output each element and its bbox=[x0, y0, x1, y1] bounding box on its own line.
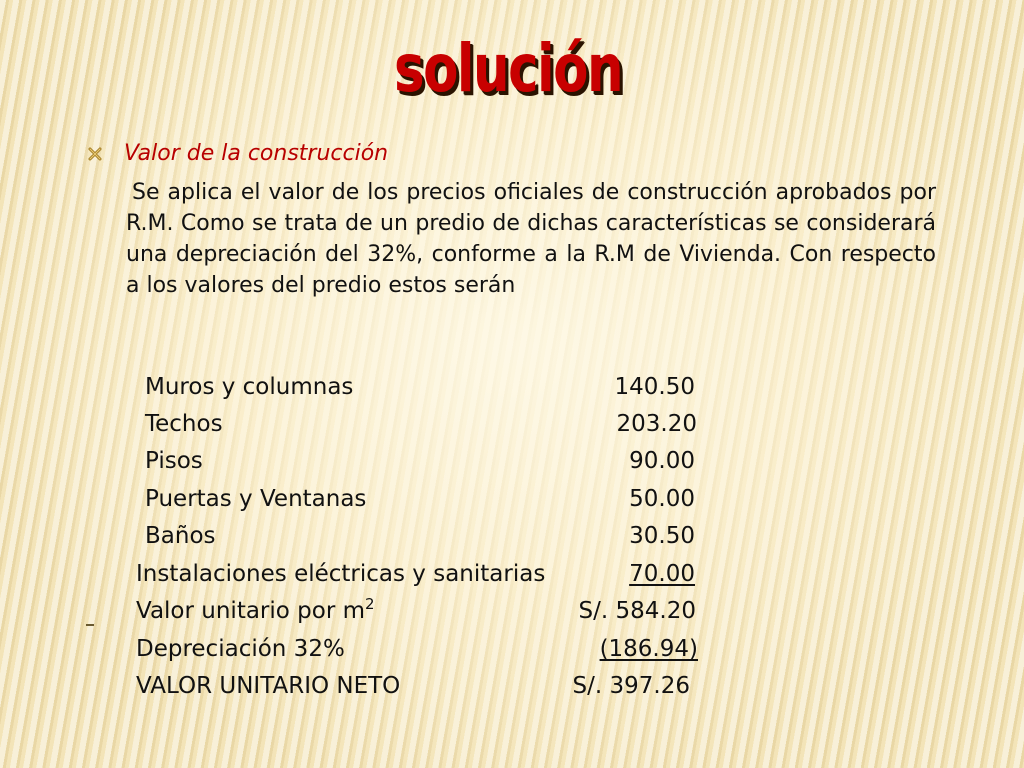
row-value: 30.50 bbox=[629, 523, 695, 549]
slide-title: solución bbox=[394, 30, 623, 107]
unit-value-label bbox=[136, 595, 375, 624]
row-label: Instalaciones eléctricas y sanitarias bbox=[136, 561, 546, 587]
table-row bbox=[145, 448, 695, 485]
body-paragraph bbox=[126, 177, 936, 301]
net-value-row bbox=[136, 673, 690, 710]
row-label: Techos bbox=[145, 411, 223, 437]
row-value: 90.00 bbox=[629, 448, 695, 474]
net-value-label: VALOR UNITARIO NETO bbox=[136, 673, 401, 699]
unit-value-label-text: Valor unitario por m bbox=[136, 598, 366, 624]
row-label: Baños bbox=[145, 523, 216, 549]
row-label: Puertas y Ventanas bbox=[145, 486, 367, 512]
table-row bbox=[145, 374, 695, 411]
table-row bbox=[145, 523, 695, 560]
divider-dash bbox=[86, 624, 94, 626]
table-row bbox=[145, 486, 695, 523]
bullet-heading-label: Valor de la construcción bbox=[124, 141, 389, 166]
depreciation-row bbox=[136, 636, 698, 673]
bullet-heading bbox=[88, 141, 388, 166]
depreciation-label: Depreciación 32% bbox=[136, 636, 345, 662]
row-value: 140.50 bbox=[614, 374, 695, 400]
unit-superscript: 2 bbox=[365, 595, 375, 613]
unit-value-amount: S/. 584.20 bbox=[578, 598, 696, 624]
table-row bbox=[145, 411, 697, 448]
row-label: Pisos bbox=[145, 448, 203, 474]
unit-value-row bbox=[136, 595, 696, 635]
row-value: 50.00 bbox=[629, 486, 695, 512]
table-row bbox=[136, 561, 695, 598]
row-value-subtotal-line: 70.00 bbox=[629, 561, 695, 587]
x-bullet-icon bbox=[88, 147, 102, 161]
row-label: Muros y columnas bbox=[145, 374, 354, 400]
row-value: 203.20 bbox=[616, 411, 697, 437]
depreciation-amount: (186.94) bbox=[599, 636, 698, 662]
body-paragraph-text: Se aplica el valor de los precios oficiales de construcción aprobados por R.M. Como se trata de un predio de dichas características se considerará una depreciación del 32%, conforme a la R.M de Vivienda. Con respecto a los valores del predio estos serán bbox=[126, 180, 936, 298]
net-value-amount: S/. 397.26 bbox=[572, 673, 690, 699]
